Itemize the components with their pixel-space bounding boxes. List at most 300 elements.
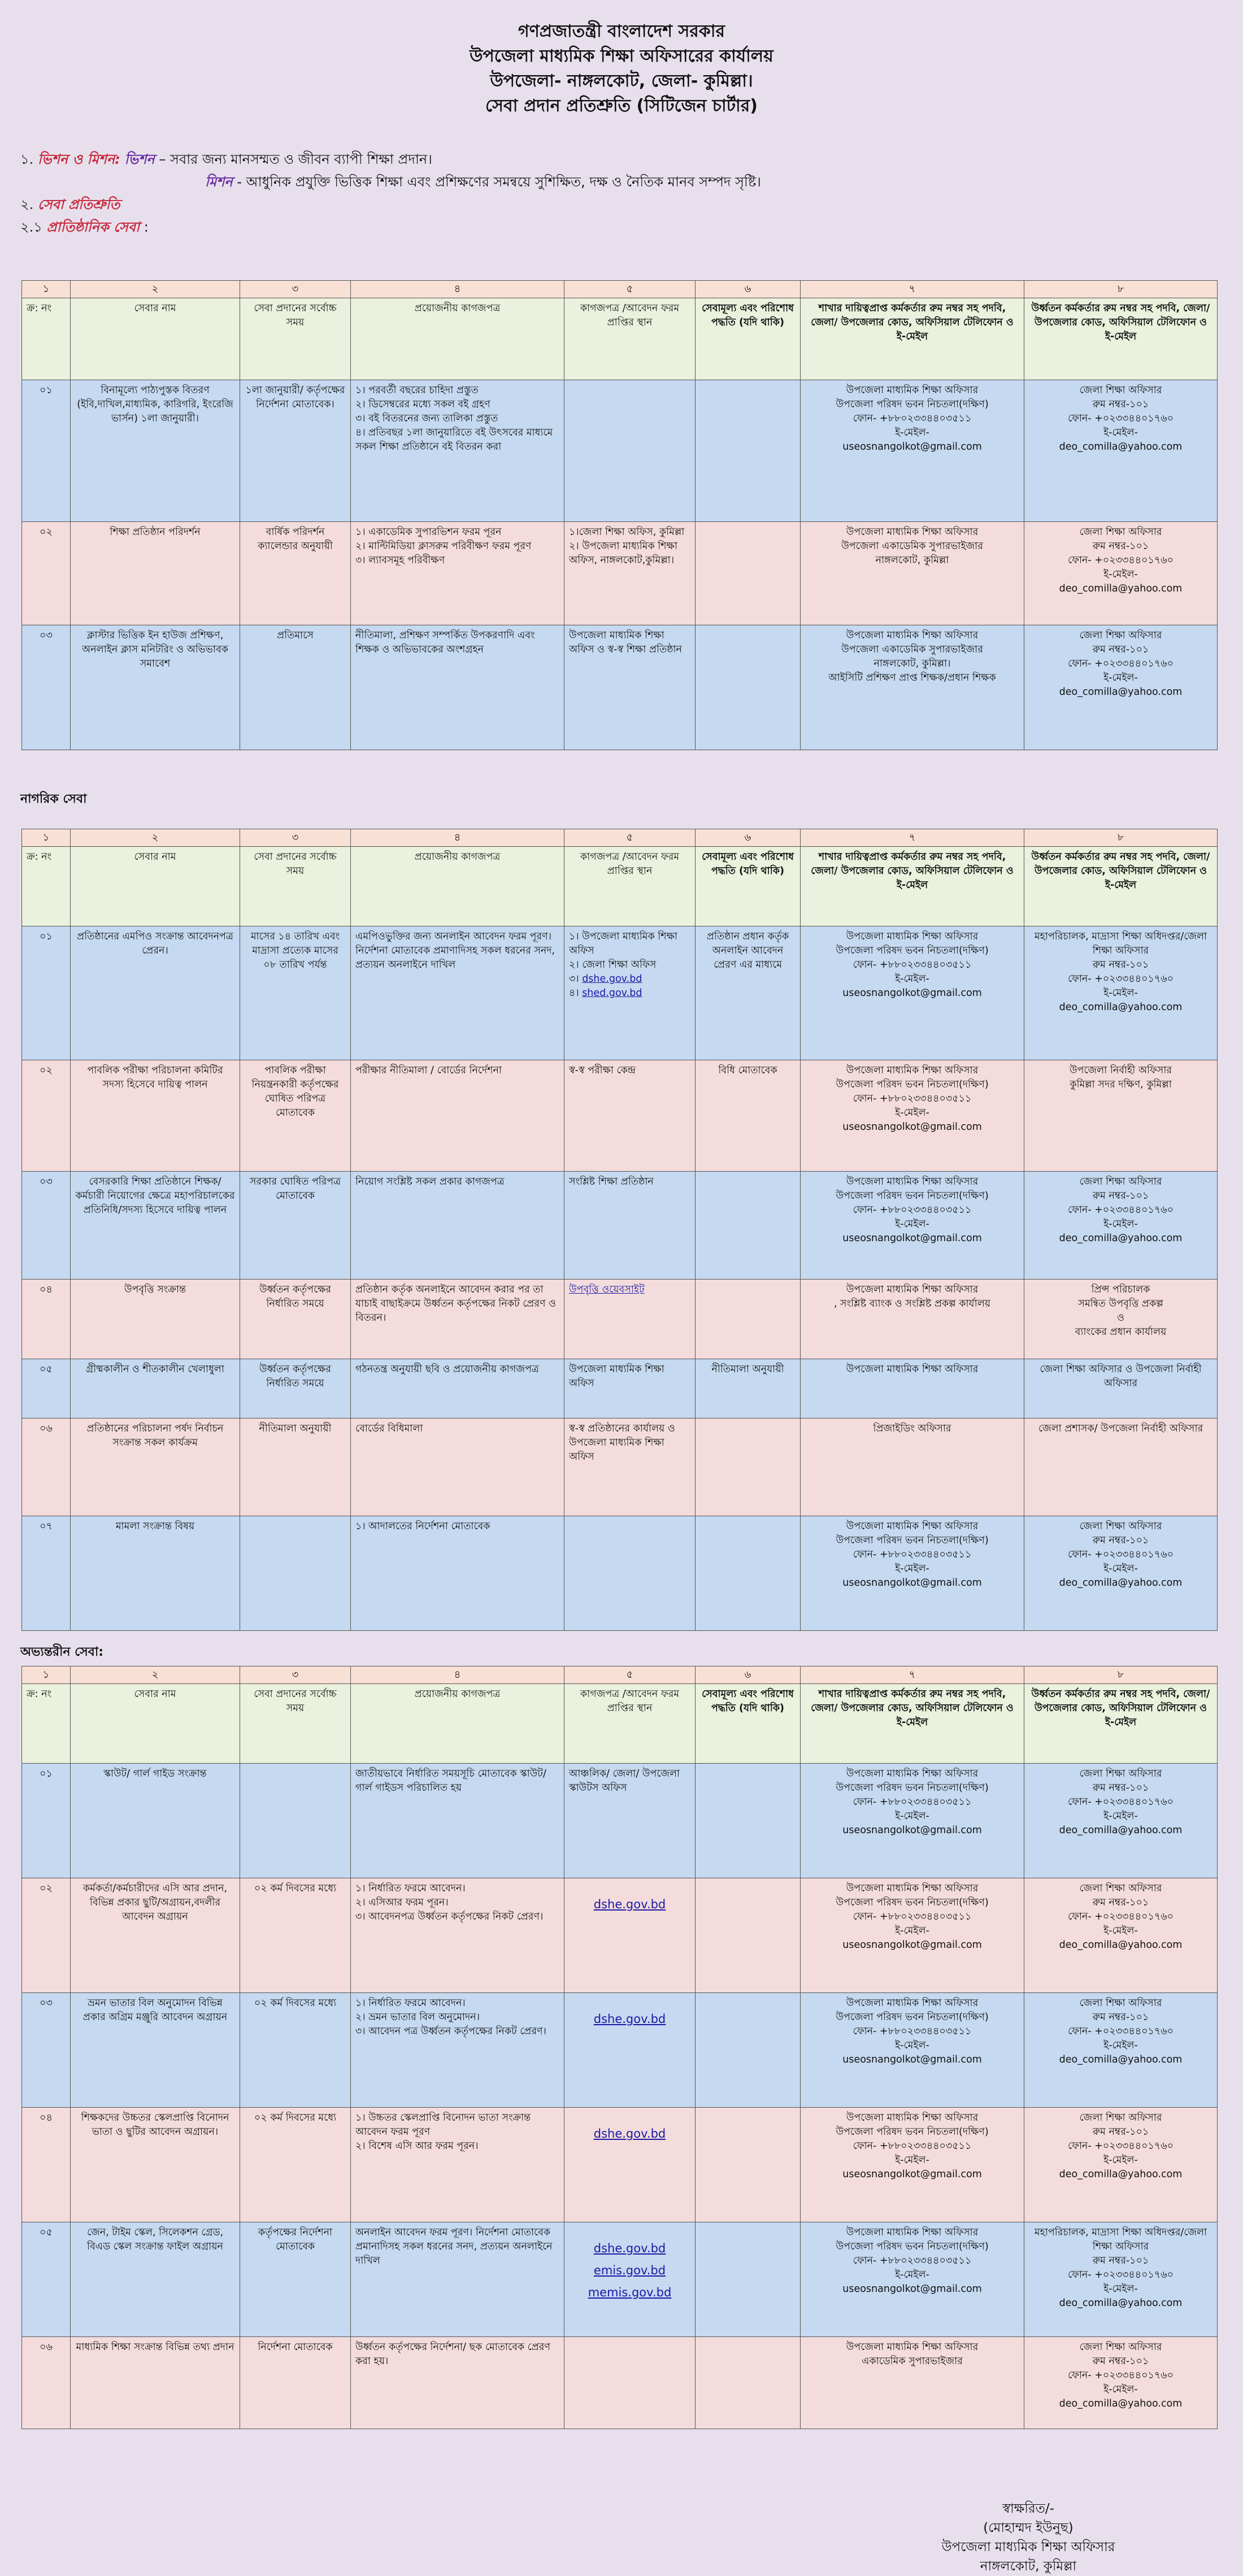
table-row: [22, 1764, 1218, 1878]
table-row: [22, 1172, 1218, 1280]
cell-service-name: [71, 625, 240, 750]
fee-text: বিধি মোতাবেক: [718, 1065, 777, 1076]
website-link[interactable]: dshe.gov.bd: [593, 2012, 666, 2026]
column-header-form-place: কাগজপত্র /আবেদন ফরম প্রাপ্তির স্থান: [564, 847, 696, 926]
max-time-text: উর্ধ্বতন কর্তৃপক্ষের নির্ধারিত সময়ে: [259, 1364, 331, 1389]
cell-serial: [22, 1764, 71, 1878]
cell-officer: [801, 926, 1024, 1060]
cell-officer: [801, 2337, 1024, 2429]
table-row: [22, 1280, 1218, 1359]
column-number: ৭: [801, 281, 1024, 298]
cell-required-docs: [351, 1516, 564, 1631]
cell-required-docs: [351, 1418, 564, 1516]
serial-text: ০৫: [40, 1364, 53, 1375]
institutional-service-heading: প্রাতিষ্ঠানিক সেবা: [46, 219, 140, 235]
column-header-max-time: সেবা প্রদানের সর্বোচ্চ সময়: [240, 847, 351, 926]
cell-form-place: [564, 1764, 696, 1878]
cell-form-place: [564, 1359, 696, 1418]
charter-title: সেবা প্রদান প্রতিশ্রুতি (সিটিজেন চার্টার): [485, 96, 758, 116]
colon: :: [144, 219, 149, 235]
column-header-required-docs: প্রয়োজনীয় কাগজপত্র: [351, 1684, 564, 1764]
signatory-title: উপজেলা মাধ্যমিক শিক্ষা অফিসার: [941, 2540, 1115, 2555]
senior-officer-text: জেলা শিক্ষা অফিসার ও উপজেলা নির্বাহী অফিসার: [1040, 1364, 1202, 1389]
cell-officer: [801, 1993, 1024, 2108]
serial-text: ০৬: [40, 1423, 53, 1434]
cell-required-docs: [351, 1764, 564, 1878]
officer-text: উপজেলা মাধ্যমিক শিক্ষা অফিসার উপজেলা পরিষদ ভবন নিচতলা(দক্ষিণ) ফোন- +৮৮০২৩৩৪৪০৩৫১১ ই-মেইল- useosnangolkot@gmail.com: [836, 2227, 989, 2295]
officer-text: উপজেলা মাধ্যমিক শিক্ষা অফিসার উপজেলা পরিষদ ভবন নিচতলা(দক্ষিণ) ফোন- +৮৮০২৩৩৪৪০৩৫১১ ই-মেইল- useosnangolkot@gmail.com: [836, 1768, 989, 1836]
senior-officer-text: উপজেলা নির্বাহী অফিসার কুমিল্লা সদর দক্ষিণ, কুমিল্লা: [1069, 1065, 1172, 1090]
cell-serial: [22, 1060, 71, 1172]
cell-senior-officer: [1024, 1764, 1218, 1878]
cell-serial: [22, 625, 71, 750]
cell-officer: [801, 1764, 1024, 1878]
column-header-service-name: সেবার নাম: [71, 298, 240, 380]
cell-senior-officer: [1024, 926, 1218, 1060]
cell-max-time: [240, 380, 351, 522]
cell-senior-officer: [1024, 1878, 1218, 1993]
service-name-text: মামলা সংক্রান্ত বিষয়: [115, 1521, 195, 1532]
service-name-text: ক্লাস্টার ভিত্তিক ইন হাউজ প্রশিক্ষণ, অনলাইন ক্লাস মনিটরিং ও অভিভাবক সমাবেশ: [82, 630, 228, 669]
senior-officer-text: জেলা শিক্ষা অফিসার রুম নম্বর-১০১ ফোন- +০২৩৩৪৪০১৭৬০ ই-মেইল- deo_comilla@yahoo.com: [1059, 385, 1183, 452]
cell-fee: [696, 2222, 801, 2337]
cell-required-docs: [351, 926, 564, 1060]
cell-required-docs: [351, 1878, 564, 1993]
cell-form-place: [564, 2222, 696, 2337]
location-title: উপজেলা- নাঙ্গলকোট, জেলা- কুমিল্লা।: [490, 71, 753, 91]
internal-service-heading: অভ্যন্তরীন সেবা:: [20, 1645, 104, 1659]
shed-link[interactable]: shed.gov.bd: [582, 987, 642, 999]
max-time-text: ১লা জানুয়ারী/ কর্তৃপক্ষের নির্দেশনা মোতাবেক।: [245, 385, 345, 410]
cell-officer: [801, 1516, 1024, 1631]
service-commit-line: [20, 193, 1218, 216]
cell-required-docs: [351, 625, 564, 750]
website-link[interactable]: dshe.gov.bd: [593, 1898, 666, 1911]
cell-fee: [696, 380, 801, 522]
website-link[interactable]: dshe.gov.bd: [593, 2242, 666, 2255]
column-header-fee: সেবামূল্য এবং পরিশোধ পদ্ধতি (যদি থাকি): [696, 1684, 801, 1764]
cell-fee: [696, 1878, 801, 1993]
max-time-text: পাবলিক পরীক্ষা নিয়ন্ত্রনকারী কর্তৃপক্ষের ঘোষিত পরিপত্র মোতাবেক: [251, 1065, 339, 1119]
mission-text: - আধুনিক প্রযুক্তি ভিত্তিক শিক্ষা এবং প্রশিক্ষণের সমন্বয়ে সুশিক্ষিত, দক্ষ ও নৈতিক মানব সম্পদ সৃষ্টি।: [237, 174, 761, 190]
cell-fee: [696, 1172, 801, 1280]
officer-text: উপজেলা মাধ্যমিক শিক্ষা অফিসার উপজেলা পরিষদ ভবন নিচতলা(দক্ষিণ) ফোন- +৮৮০২৩৩৪৪০৩৫১১ ই-মেইল- useosnangolkot@gmail.com: [836, 1521, 989, 1589]
service-name-text: শিক্ষা প্রতিষ্ঠান পরিদর্শন: [110, 526, 201, 538]
cell-service-name: [71, 522, 240, 625]
required-docs-text: ১। নির্ধারিত ফরমে আবেদন। ২। এসিআর ফরম পূরন। ৩। আবেদনপত্র উর্ধ্বতন কর্তৃপক্ষের নিকট প্রেরণ।: [355, 1883, 544, 1922]
cell-officer: [801, 1172, 1024, 1280]
column-header-senior-officer: উর্ধ্বতন কর্মকর্তার রুম নম্বর সহ পদবি, জেলা/ উপজেলার কোড, অফিসিয়াল টেলিফোন ও ই-মেইল: [1024, 1684, 1218, 1764]
vision-mission-heading: ভিশন ও মিশন:: [37, 151, 120, 167]
vision-label: ভিশন: [124, 151, 155, 167]
officer-text: উপজেলা মাধ্যমিক শিক্ষা অফিসার উপজেলা পরিষদ ভবন নিচতলা(দক্ষিণ) ফোন- +৮৮০২৩৩৪৪০৩৫১১ ই-মেইল- useosnangolkot@gmail.com: [836, 931, 989, 999]
serial-text: ০২: [40, 1883, 53, 1894]
cell-officer: [801, 1060, 1024, 1172]
column-number: ৪: [351, 281, 564, 298]
serial-text: ০৩: [40, 630, 53, 641]
cell-required-docs: [351, 380, 564, 522]
cell-form-place: [564, 522, 696, 625]
cell-serial: [22, 2108, 71, 2222]
service-name-text: বিনামূল্যে পাঠ্যপুস্তক বিতরণ (ইবি,দাখিল,মাধ্যমিক, কারিগরি, ইংরেজি ভার্সন) ১লা জানুয়ারী।: [77, 385, 233, 424]
officer-text: উপজেলা মাধ্যমিক শিক্ষা অফিসার উপজেলা পরিষদ ভবন নিচতলা(দক্ষিণ) ফোন- +৮৮০২৩৩৪৪০৩৫১১ ই-মেইল- useosnangolkot@gmail.com: [836, 385, 989, 452]
column-number: ৮: [1024, 281, 1218, 298]
column-header-senior-officer: উর্ধ্বতন কর্মকর্তার রুম নম্বর সহ পদবি, জেলা/ উপজেলার কোড, অফিসিয়াল টেলিফোন ও ই-মেইল: [1024, 847, 1218, 926]
cell-senior-officer: [1024, 380, 1218, 522]
fee-text: নীতিমালা অনুযায়ী: [711, 1364, 784, 1375]
column-number: ২: [71, 829, 240, 847]
cell-officer: [801, 625, 1024, 750]
required-docs-text: গঠনতন্ত্র অনুযায়ী ছবি ও প্রয়োজনীয় কাগজপত্র: [355, 1364, 539, 1375]
cell-fee: [696, 1060, 801, 1172]
cell-senior-officer: [1024, 1516, 1218, 1631]
cell-form-place: [564, 1060, 696, 1172]
service-name-text: বেসরকারি শিক্ষা প্রতিষ্ঠানে শিক্ষক/কর্মচারী নিয়োগের ক্ষেত্রে মহাপরিচালকের প্রতিনিধি/সদস্য হিসেবে দায়িত্ব পালন: [75, 1176, 235, 1216]
table-row: [22, 2222, 1218, 2337]
required-docs-text: ১। একাডেমিক সুপারভিশন ফরম পূরন ২। মাল্টিমিডিয়া ক্লাসরুম পরিবীক্ষণ ফরম পূরণ ৩। ল্যাবসমূহ পরিবীক্ষণ: [355, 526, 532, 566]
service-name-text: মাধ্যমিক শিক্ষা সংক্রান্ত বিভিন্ন তথ্য প্রদান: [76, 2342, 234, 2353]
column-number: ৬: [696, 1666, 801, 1684]
institutional-line: [20, 216, 1218, 238]
max-time-text: মাসের ১৪ তারিখ এবং মাদ্রাসা প্রত্যেক মাসের ০৮ তারিখ পর্যন্ত: [250, 931, 340, 971]
cell-form-place: [564, 1516, 696, 1631]
cell-senior-officer: [1024, 2337, 1218, 2429]
officer-text: উপজেলা মাধ্যমিক শিক্ষা অফিসার উপজেলা পরিষদ ভবন নিচতলা(দক্ষিণ) ফোন- +৮৮০২৩৩৪৪০৩৫১১ ই-মেইল- useosnangolkot@gmail.com: [836, 1176, 989, 1244]
max-time-text: প্রতিমাসে: [277, 630, 314, 641]
serial-text: ০১: [40, 931, 53, 942]
form-place-text: ১। উপজেলা মাধ্যমিক শিক্ষা অফিস ২। জেলা শিক্ষা অফিস ৩।: [569, 931, 677, 985]
cell-form-place: [564, 2108, 696, 2222]
cell-form-place: [564, 2337, 696, 2429]
required-docs-text: ১। উচ্চতর স্কেলপ্রাপ্তি বিনোদন ভাতা সংক্রান্ত আবেদন ফরম পূরণ ২। বিশেষ এসি আর ফরম পূরন।: [355, 2112, 531, 2152]
cell-fee: [696, 1764, 801, 1878]
cell-service-name: [71, 2222, 240, 2337]
signature-block: [847, 2499, 1209, 2576]
table-row: [22, 1418, 1218, 1516]
stipend-website-link[interactable]: উপবৃত্তি ওয়েবসাইট: [569, 1284, 645, 1295]
vision-line: [20, 148, 1218, 171]
cell-serial: [22, 1878, 71, 1993]
fee-text: প্রতিষ্ঠান প্রধান কর্তৃক অনলাইন আবেদন প্রেরণ এর মাধ্যমে: [706, 931, 789, 971]
column-header-service-name: সেবার নাম: [71, 1684, 240, 1764]
item-number: ১.: [20, 151, 34, 167]
cell-service-name: [71, 1764, 240, 1878]
table-row: [22, 1993, 1218, 2108]
column-header-required-docs: প্রয়োজনীয় কাগজপত্র: [351, 298, 564, 380]
dshe-link[interactable]: dshe.gov.bd: [582, 973, 642, 985]
signed-label: স্বাক্ষরিত/-: [1002, 2501, 1054, 2516]
column-number: ৩: [240, 1666, 351, 1684]
cell-fee: [696, 926, 801, 1060]
required-docs-text: বোর্ডের বিধিমালা: [355, 1423, 423, 1434]
cell-service-name: [71, 380, 240, 522]
cell-officer: [801, 522, 1024, 625]
column-number: ৮: [1024, 1666, 1218, 1684]
column-header-officer: শাখার দায়িত্বপ্রাপ্ত কর্মকর্তার রুম নম্বর সহ পদবি, জেলা/ উপজেলার কোড, অফিসিয়াল টেলিফোন ও ই-মেইল: [801, 847, 1024, 926]
cell-max-time: [240, 926, 351, 1060]
column-number: ৫: [564, 1666, 696, 1684]
civic-service-heading: নাগরিক সেবা: [20, 792, 87, 806]
service-name-text: ভ্রমন ভাতার বিল অনুমোদন বিভিন্ন প্রকার অগ্রিম মঞ্জুরি আবেদন অগ্রায়ন: [82, 1998, 228, 2023]
cell-max-time: [240, 522, 351, 625]
serial-text: ০৭: [40, 1521, 53, 1532]
table-row: [22, 1516, 1218, 1631]
column-number: ১: [22, 281, 71, 298]
table-row: [22, 522, 1218, 625]
civic-service-table: [21, 829, 1218, 1631]
max-time-text: ০২ কর্ম দিবসের মধ্যে: [254, 1998, 337, 2009]
cell-max-time: [240, 2108, 351, 2222]
cell-form-place: [564, 625, 696, 750]
service-name-text: কর্মকর্তা/কর্মচারীদের এসি আর প্রদান, বিভিন্ন প্রকার ছুটি/অগ্রায়ন,বদলীর আবেদন অগ্রায়ন: [82, 1883, 228, 1922]
cell-officer: [801, 380, 1024, 522]
column-number: ৫: [564, 281, 696, 298]
officer-text: উপজেলা মাধ্যমিক শিক্ষা অফিসার , সংশ্লিষ্ট ব্যাংক ও সংশ্লিষ্ট প্রকল্প কার্যালয়: [833, 1284, 991, 1309]
serial-text: ০৪: [40, 1284, 53, 1295]
cell-service-name: [71, 1172, 240, 1280]
senior-officer-text: প্রিন্স পরিচালক সমন্বিত উপবৃত্তি প্রকল্প ও ব্যাংকের প্রধান কার্যালয়: [1075, 1284, 1167, 1338]
cell-fee: [696, 1280, 801, 1359]
cell-fee: [696, 1993, 801, 2108]
cell-senior-officer: [1024, 2222, 1218, 2337]
column-header-form-place: কাগজপত্র /আবেদন ফরম প্রাপ্তির স্থান: [564, 1684, 696, 1764]
cell-serial: [22, 1359, 71, 1418]
column-number: ৩: [240, 829, 351, 847]
required-docs-text: অনলাইন আবেদন ফরম পূরণ। নির্দেশনা মোতাবেক প্রমানাদিসহ সকল ধরনের সনদ, প্রত্যয়ন অনলাইনে দাখিল: [355, 2227, 553, 2266]
column-number: ৮: [1024, 829, 1218, 847]
cell-serial: [22, 926, 71, 1060]
column-number: ৫: [564, 829, 696, 847]
max-time-text: কর্তৃপক্ষের নির্দেশনা মোতাবেক: [258, 2227, 333, 2252]
cell-senior-officer: [1024, 1280, 1218, 1359]
officer-text: উপজেলা মাধ্যমিক শিক্ষা অফিসার উপজেলা পরিষদ ভবন নিচতলা(দক্ষিণ) ফোন- +৮৮০২৩৩৪৪০৩৫১১ ই-মেইল- useosnangolkot@gmail.com: [836, 1998, 989, 2065]
table-row: [22, 625, 1218, 750]
header-row: [22, 1684, 1218, 1764]
cell-service-name: [71, 2337, 240, 2429]
max-time-text: উর্ধ্বতন কর্তৃপক্ষের নির্ধারিত সময়ে: [259, 1284, 331, 1309]
senior-officer-text: জেলা শিক্ষা অফিসার রুম নম্বর-১০১ ফোন- +০২৩৩৪৪০১৭৬০ ই-মেইল- deo_comilla@yahoo.com: [1059, 2112, 1183, 2180]
column-header-serial: ক্র: নং: [22, 298, 71, 380]
table-row: [22, 1359, 1218, 1418]
cell-senior-officer: [1024, 1418, 1218, 1516]
service-name-text: গ্রীষ্মকালীন ও শীতকালীন খেলাধুলা: [86, 1364, 224, 1375]
cell-fee: [696, 522, 801, 625]
cell-service-name: [71, 1359, 240, 1418]
website-link[interactable]: emis.gov.bd: [593, 2264, 666, 2277]
office-title: উপজেলা মাধ্যমিক শিক্ষা অফিসারের কার্যালয়: [470, 46, 773, 66]
vision-text: – সবার জন্য মানসম্মত ও জীবন ব্যাপী শিক্ষা প্রদান।: [159, 151, 432, 167]
required-docs-text: এমপিওভুক্তির জন্য অনলাইন আবেদন ফরম পূরণ। নির্দেশনা মোতাবেক প্রমাণাদিসহ সকল ধরনের সনদ, প্রত্যয়ন অনলাইনে দাখিল: [355, 931, 555, 971]
service-name-text: উপবৃত্তি সংক্রান্ত: [124, 1284, 186, 1295]
senior-officer-text: জেলা শিক্ষা অফিসার রুম নম্বর-১০১ ফোন- +০২৩৩৪৪০১৭৬০ ই-মেইল- deo_comilla@yahoo.com: [1059, 630, 1183, 698]
officer-text: উপজেলা মাধ্যমিক শিক্ষা অফিসার উপজেলা একাডেমিক সুপারভাইজার নাঙ্গলকোট, কুমিল্লা। আইসিটি প্রশিক্ষণ প্রাপ্ত শিক্ষক/প্রধান শিক্ষক: [828, 630, 996, 684]
cell-senior-officer: [1024, 1359, 1218, 1418]
serial-text: ০৪: [40, 2112, 53, 2124]
max-time-text: ০২ কর্ম দিবসের মধ্যে: [254, 1883, 337, 1894]
column-header-fee: সেবামূল্য এবং পরিশোধ পদ্ধতি (যদি থাকি): [696, 847, 801, 926]
cell-serial: [22, 1418, 71, 1516]
form-place-text: স্ব-স্ব পরীক্ষা কেন্দ্র: [569, 1065, 636, 1076]
cell-serial: [22, 1280, 71, 1359]
cell-serial: [22, 1172, 71, 1280]
item-number: ২.: [20, 197, 34, 212]
cell-senior-officer: [1024, 1993, 1218, 2108]
cell-form-place: [564, 1418, 696, 1516]
cell-service-name: [71, 1060, 240, 1172]
mission-label: মিশন: [205, 174, 233, 190]
cell-serial: [22, 1516, 71, 1631]
cell-officer: [801, 1359, 1024, 1418]
cell-senior-officer: [1024, 1172, 1218, 1280]
column-number: ৭: [801, 1666, 1024, 1684]
column-number: ৬: [696, 829, 801, 847]
table-row: [22, 2337, 1218, 2429]
service-name-text: স্কাউট/ গার্ল গাইড সংক্রান্ত: [103, 1768, 207, 1779]
cell-form-place: [564, 1280, 696, 1359]
cell-serial: [22, 522, 71, 625]
column-number: ৪: [351, 1666, 564, 1684]
cell-senior-officer: [1024, 2108, 1218, 2222]
cell-serial: [22, 2222, 71, 2337]
cell-required-docs: [351, 1359, 564, 1418]
service-name-text: জেন, টাইম স্কেল, সিলেকশন গ্রেড, বিএড স্কেল সংক্রান্ত ফাইল অগ্রায়ন: [86, 2227, 224, 2252]
column-header-max-time: সেবা প্রদানের সর্বোচ্চ সময়: [240, 1684, 351, 1764]
cell-max-time: [240, 1280, 351, 1359]
cell-senior-officer: [1024, 1060, 1218, 1172]
column-header-senior-officer: উর্ধ্বতন কর্মকর্তার রুম নম্বর সহ পদবি, জেলা/ উপজেলার কোড, অফিসিয়াল টেলিফোন ও ই-মেইল: [1024, 298, 1218, 380]
form-place-text: আঞ্চলিক/ জেলা/ উপজেলা স্কাউটস অফিস: [569, 1768, 680, 1794]
cell-max-time: [240, 1764, 351, 1878]
cell-max-time: [240, 2337, 351, 2429]
cell-fee: [696, 1418, 801, 1516]
cell-senior-officer: [1024, 625, 1218, 750]
column-number-row: [22, 829, 1218, 847]
service-name-text: পাবলিক পরীক্ষা পরিচালনা কমিটির সদস্য হিসেবে দায়িত্ব পালন: [87, 1065, 223, 1090]
cell-required-docs: [351, 1280, 564, 1359]
column-number: ১: [22, 1666, 71, 1684]
cell-officer: [801, 2222, 1024, 2337]
cell-service-name: [71, 1878, 240, 1993]
cell-form-place: [564, 1993, 696, 2108]
mission-line: [20, 171, 1218, 193]
column-header-officer: শাখার দায়িত্বপ্রাপ্ত কর্মকর্তার রুম নম্বর সহ পদবি, জেলা/ উপজেলার কোড, অফিসিয়াল টেলিফোন ও ই-মেইল: [801, 298, 1024, 380]
institutional-service-table: [21, 280, 1218, 750]
cell-officer: [801, 1280, 1024, 1359]
officer-text: প্রিজাইডিং অফিসার: [873, 1423, 951, 1434]
cell-required-docs: [351, 1172, 564, 1280]
cell-senior-officer: [1024, 522, 1218, 625]
intro-section: [20, 148, 1218, 238]
document-header: [0, 19, 1243, 119]
cell-form-place: [564, 926, 696, 1060]
max-time-text: নির্দেশনা মোতাবেক: [258, 2342, 333, 2353]
cell-max-time: [240, 1060, 351, 1172]
required-docs-text: নিয়োগ সংশ্লিষ্ট সকল প্রকার কাগজপত্র: [355, 1176, 505, 1187]
form-place-text: উপজেলা মাধ্যমিক শিক্ষা অফিস ও স্ব-স্ব শিক্ষা প্রতিষ্ঠান: [569, 630, 682, 655]
cell-fee: [696, 2337, 801, 2429]
service-name-text: প্রতিষ্ঠানের পরিচালনা পর্ষদ নির্বাচন সংক্রান্ত সকল কার্যক্রম: [86, 1423, 224, 1448]
senior-officer-text: জেলা শিক্ষা অফিসার রুম নম্বর-১০১ ফোন- +০২৩৩৪৪০১৭৬০ ই-মেইল- deo_comilla@yahoo.com: [1059, 1176, 1183, 1244]
cell-max-time: [240, 1516, 351, 1631]
column-number: ২: [71, 1666, 240, 1684]
required-docs-text: পরীক্ষার নীতিমালা / বোর্ডের নির্দেশনা: [355, 1065, 502, 1076]
officer-text: উপজেলা মাধ্যমিক শিক্ষা অফিসার: [846, 1364, 979, 1375]
column-header-serial: ক্র: নং: [22, 1684, 71, 1764]
cell-max-time: [240, 1359, 351, 1418]
cell-form-place: [564, 380, 696, 522]
cell-max-time: [240, 1172, 351, 1280]
officer-text: উপজেলা মাধ্যমিক শিক্ষা অফিসার উপজেলা পরিষদ ভবন নিচতলা(দক্ষিণ) ফোন- +৮৮০২৩৩৪৪০৩৫১১ ই-মেইল- useosnangolkot@gmail.com: [836, 2112, 989, 2180]
senior-officer-text: জেলা প্রশাসক/ উপজেলা নির্বাহী অফিসার: [1038, 1423, 1203, 1434]
serial-text: ০১: [40, 385, 53, 396]
signatory-name: (মোহাম্মদ ইউনুছ): [983, 2521, 1074, 2535]
serial-text: ০২: [40, 1065, 53, 1076]
form-place-text: স্ব-স্ব প্রতিষ্ঠানের কার্যালয় ও উপজেলা মাধ্যমিক শিক্ষা অফিস: [569, 1423, 675, 1463]
max-time-text: ০২ কর্ম দিবসের মধ্যে: [254, 2112, 337, 2124]
cell-form-place: [564, 1172, 696, 1280]
cell-service-name: [71, 1993, 240, 2108]
form-place-text: উপজেলা মাধ্যমিক শিক্ষা অফিস: [569, 1364, 664, 1389]
required-docs-text: নীতিমালা, প্রশিক্ষণ সম্পর্কিত উপকরণাদি এবং শিক্ষক ও অভিভাবকের অংশগ্রহন: [355, 630, 535, 655]
website-link[interactable]: memis.gov.bd: [588, 2286, 672, 2299]
table-row: [22, 380, 1218, 522]
service-commitment-heading: সেবা প্রতিশ্রুতি: [37, 197, 120, 212]
table-row: [22, 2108, 1218, 2222]
internal-service-table: [21, 1666, 1218, 2429]
senior-officer-text: জেলা শিক্ষা অফিসার রুম নম্বর-১০১ ফোন- +০২৩৩৪৪০১৭৬০ ই-মেইল- deo_comilla@yahoo.com: [1059, 526, 1183, 594]
cell-fee: [696, 2108, 801, 2222]
column-header-required-docs: প্রয়োজনীয় কাগজপত্র: [351, 847, 564, 926]
cell-fee: [696, 1359, 801, 1418]
senior-officer-text: মহাপরিচালক, মাদ্রাসা শিক্ষা অধিদপ্তর/জেলা শিক্ষা অফিসার রুম নম্বর-১০১ ফোন- +০২৩৩৪৪০১৭৬০ ই-মেইল- deo_comilla@yahoo.com: [1034, 931, 1207, 1013]
required-docs-text: ১। আদালতের নির্দেশনা মোতাবেক: [355, 1521, 490, 1532]
cell-required-docs: [351, 1060, 564, 1172]
senior-officer-text: জেলা শিক্ষা অফিসার রুম নম্বর-১০১ ফোন- +০২৩৩৪৪০১৭৬০ ই-মেইল- deo_comilla@yahoo.com: [1059, 1998, 1183, 2065]
senior-officer-text: জেলা শিক্ষা অফিসার রুম নম্বর-১০১ ফোন- +০২৩৩৪৪০১৭৬০ ই-মেইল- deo_comilla@yahoo.com: [1059, 1521, 1183, 1589]
cell-required-docs: [351, 1993, 564, 2108]
officer-text: উপজেলা মাধ্যমিক শিক্ষা অফিসার একাডেমিক সুপারভাইজার: [846, 2342, 979, 2367]
officer-text: উপজেলা মাধ্যমিক শিক্ষা অফিসার উপজেলা পরিষদ ভবন নিচতলা(দক্ষিণ) ফোন- +৮৮০২৩৩৪৪০৩৫১১ ই-মেইল- useosnangolkot@gmail.com: [836, 1883, 989, 1951]
column-header-fee: সেবামূল্য এবং পরিশোধ পদ্ধতি (যদি থাকি): [696, 298, 801, 380]
cell-required-docs: [351, 522, 564, 625]
cell-officer: [801, 2108, 1024, 2222]
column-number: ১: [22, 829, 71, 847]
serial-text: ০৩: [40, 1176, 53, 1187]
cell-serial: [22, 380, 71, 522]
website-link[interactable]: dshe.gov.bd: [593, 2127, 666, 2140]
required-docs-text: উর্ধ্বতন কর্তৃপক্ষের নির্দেশনা/ ছক মোতাবেক প্রেরণ করা হয়।: [355, 2342, 551, 2367]
required-docs-text: ১। পরবর্তী বছরের চাহিদা প্রস্তুত ২। ডিসেম্বরের মধ্যে সকল বই গ্রহণ ৩। বই বিতরনের জন্য তালিকা প্রস্তুত ৪। প্রতিবছর ১লা জানুয়ারিতে বই উৎসবের মাধ্যমে সকল শিক্ষা প্রতিষ্ঠানে বই বিতরন করা: [355, 385, 553, 452]
cell-fee: [696, 1516, 801, 1631]
header-row: [22, 847, 1218, 926]
cell-service-name: [71, 1516, 240, 1631]
cell-required-docs: [351, 2222, 564, 2337]
serial-text: ০২: [40, 526, 53, 538]
cell-max-time: [240, 1993, 351, 2108]
form-place-text: ১।জেলা শিক্ষা অফিস, কুমিল্লা ২। উপজেলা মাধ্যমিক শিক্ষা অফিস, নাঙ্গলকোট,কুমিল্লা।: [569, 526, 685, 566]
serial-text: ০১: [40, 1768, 53, 1779]
cell-service-name: [71, 926, 240, 1060]
serial-text: ০৬: [40, 2342, 53, 2353]
officer-text: উপজেলা মাধ্যমিক শিক্ষা অফিসার উপজেলা পরিষদ ভবন নিচতলা(দক্ষিণ) ফোন- +৮৮০২৩৩৪৪০৩৫১১ ই-মেইল- useosnangolkot@gmail.com: [836, 1065, 989, 1133]
service-name-text: প্রতিষ্ঠানের এমপিও সংক্রান্ত আবেদনপত্র প্রেরন।: [77, 931, 233, 956]
cell-officer: [801, 1878, 1024, 1993]
senior-officer-text: জেলা শিক্ষা অফিসার রুম নম্বর-১০১ ফোন- +০২৩৩৪৪০১৭৬০ ই-মেইল- deo_comilla@yahoo.com: [1059, 1768, 1183, 1836]
item-number: ২.১: [20, 219, 42, 235]
column-header-service-name: সেবার নাম: [71, 847, 240, 926]
max-time-text: সরকার ঘোষিত পরিপত্র মোতাবেক: [249, 1176, 341, 1202]
column-number-row: [22, 1666, 1218, 1684]
